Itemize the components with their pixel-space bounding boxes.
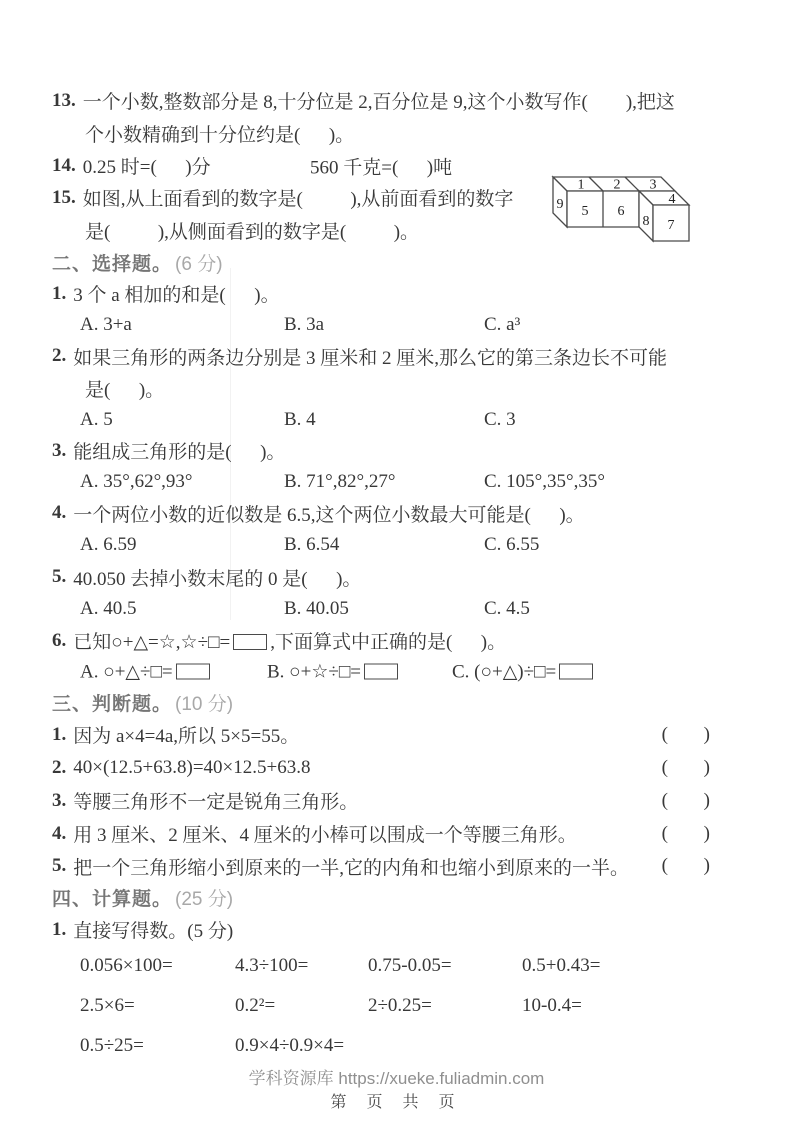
mc-question-4-stem xyxy=(52,497,752,529)
mc-option-b: B. 4 xyxy=(284,408,316,430)
section-score: (6 分) xyxy=(175,254,223,275)
question-number: 1. xyxy=(52,282,67,304)
mc-question-3-stem xyxy=(52,435,752,466)
mc-option-c: C. 4.5 xyxy=(484,598,530,619)
mc-option-a xyxy=(80,660,213,683)
question-number: 6. xyxy=(52,629,67,651)
section-calculation-heading xyxy=(52,882,752,913)
calc-expression: 10-0.4= xyxy=(522,995,582,1016)
question-text: 一个两位小数的近似数是 6.5,这个两位小数最大可能是( )。 xyxy=(73,504,585,526)
option-text: A. ○+△÷□= xyxy=(80,661,173,682)
mc-option-c: C. 3 xyxy=(484,408,516,430)
mc-question-5-stem xyxy=(52,561,752,593)
question-text: 是( )。 xyxy=(85,379,165,401)
mc-question-2-stem-1 xyxy=(52,340,752,372)
calc-expression: 2÷0.25= xyxy=(368,995,432,1016)
question-text-post: ,下面算式中正确的是( )。 xyxy=(270,632,507,653)
mc-option-c: C. 105°,35°,35° xyxy=(484,470,605,492)
question-number: 2. xyxy=(52,345,67,366)
calc-row-3 xyxy=(52,1026,752,1066)
cube-face-label: 6 xyxy=(617,204,625,219)
question-text: 个小数精确到十分位约是( )。 xyxy=(85,125,355,146)
mc-option-a: A. 6.59 xyxy=(80,534,137,555)
answer-brackets: ( ) xyxy=(661,822,712,844)
question-text: 能组成三角形的是( )。 xyxy=(73,442,286,463)
answer-brackets: ( ) xyxy=(661,855,712,876)
cube-face-label: 2 xyxy=(613,177,621,193)
option-text: B. ○+☆÷□= xyxy=(267,661,362,682)
question-text: 是( ),从侧面看到的数字是( )。 xyxy=(85,222,420,243)
question-text-pre: 已知○+△=☆,☆÷□= xyxy=(73,632,231,653)
question-text: 560 千克=( )吨 xyxy=(310,157,453,178)
question-text: 40×(12.5+63.8)=40×12.5+63.8 xyxy=(73,756,311,778)
mc-question-1-options xyxy=(52,309,752,340)
calc-expression: 4.3÷100= xyxy=(235,955,309,976)
cube-face-label: 4 xyxy=(668,192,676,207)
mc-question-2-stem-2 xyxy=(52,372,752,404)
calc-expression: 0.5÷25= xyxy=(80,1035,144,1056)
mc-option-b: B. 40.05 xyxy=(284,598,349,619)
mc-question-6-stem xyxy=(52,625,752,656)
question-text: 一个小数,整数部分是 8,十分位是 2,百分位是 9,这个小数写作( ),把这 xyxy=(82,92,675,113)
calc-expression: 2.5×6= xyxy=(80,995,135,1016)
cube-face-label: 5 xyxy=(581,204,589,219)
question-13-line-1 xyxy=(52,84,752,117)
judgment-item-1 xyxy=(52,718,752,751)
question-text: 如图,从上面看到的数字是( ),从前面看到的数字 xyxy=(82,189,514,210)
question-text: 直接写得数。(5 分) xyxy=(73,921,234,942)
section-score: (10 分) xyxy=(175,694,234,715)
judgment-item-3 xyxy=(52,784,752,817)
mc-option-a: A. 3+a xyxy=(80,313,132,335)
calc-expression: 0.9×4÷0.9×4= xyxy=(235,1035,345,1056)
mc-question-1-stem xyxy=(52,278,752,309)
calc-expression: 0.75-0.05= xyxy=(368,955,452,976)
mc-option-b: B. 71°,82°,27° xyxy=(284,470,396,492)
question-13-line-2 xyxy=(52,117,752,150)
cube-face-label: 3 xyxy=(649,177,657,193)
rectangle-blank xyxy=(559,663,593,679)
question-number: 14. xyxy=(52,154,76,176)
answer-brackets: ( ) xyxy=(661,789,712,811)
mc-question-5-options xyxy=(52,593,752,625)
judgment-item-4 xyxy=(52,817,752,850)
answer-brackets: ( ) xyxy=(661,723,712,745)
calc-expression: 0.5+0.43= xyxy=(522,955,601,976)
question-text: 等腰三角形不一定是锐角三角形。 xyxy=(73,792,359,813)
question-number: 1. xyxy=(52,723,67,745)
question-number: 3. xyxy=(52,789,67,811)
section-judgment-heading xyxy=(52,687,752,718)
question-text: 3 个 a 相加的和是( )。 xyxy=(73,285,280,306)
cube-face-label: 8 xyxy=(642,214,650,229)
answer-brackets: ( ) xyxy=(661,756,712,778)
mc-question-2-options xyxy=(52,404,752,435)
cube-face-label: 7 xyxy=(667,218,675,233)
footer-watermark: 学科资源库 https://xueke.fuliadmin.com xyxy=(248,1069,545,1088)
mc-option-b xyxy=(267,660,401,683)
question-number: 5. xyxy=(52,855,67,876)
calc-row-1 xyxy=(52,946,752,986)
mc-option-c xyxy=(452,660,596,683)
judgment-item-2 xyxy=(52,751,752,784)
mc-question-4-options xyxy=(52,529,752,561)
question-text: 0.25 时=( )分 xyxy=(82,157,211,178)
section-choice-heading xyxy=(52,247,752,278)
mc-question-6-options xyxy=(52,656,752,687)
calc-expression: 0.2²= xyxy=(235,995,276,1016)
footer-page-indicator: 第 页 共 页 xyxy=(330,1094,463,1111)
question-number: 1. xyxy=(52,918,67,940)
question-number: 5. xyxy=(52,566,67,587)
question-number: 4. xyxy=(52,822,67,844)
question-number: 15. xyxy=(52,186,76,208)
question-text xyxy=(73,627,506,654)
section-title: 二、选择题。 xyxy=(52,254,173,275)
calc-subheading xyxy=(52,913,752,946)
mc-question-3-options xyxy=(52,466,752,497)
mc-option-a: A. 40.5 xyxy=(80,598,137,619)
option-text: C. (○+△)÷□= xyxy=(452,661,557,682)
section-title: 三、判断题。 xyxy=(52,694,173,715)
question-number: 2. xyxy=(52,756,67,778)
mc-option-b: B. 6.54 xyxy=(284,534,340,555)
calc-row-2 xyxy=(52,986,752,1026)
cube-face-label: 1 xyxy=(577,177,585,193)
mc-option-b: B. 3a xyxy=(284,313,325,335)
mc-option-c: C. a³ xyxy=(484,313,521,335)
rectangle-blank xyxy=(233,634,267,650)
rectangle-blank xyxy=(176,663,210,679)
question-number: 13. xyxy=(52,89,76,111)
calc-expression: 0.056×100= xyxy=(80,955,173,976)
mc-option-c: C. 6.55 xyxy=(484,534,540,555)
mc-option-a: A. 35°,62°,93° xyxy=(80,470,193,492)
mc-option-a: A. 5 xyxy=(80,408,113,430)
question-text: 用 3 厘米、2 厘米、4 厘米的小棒可以围成一个等腰三角形。 xyxy=(73,825,577,846)
question-number: 3. xyxy=(52,439,67,461)
section-title: 四、计算题。 xyxy=(52,889,173,910)
question-text: 把一个三角形缩小到原来的一半,它的内角和也缩小到原来的一半。 xyxy=(73,857,630,879)
question-number: 4. xyxy=(52,502,67,523)
judgment-item-5 xyxy=(52,850,752,882)
question-text: 如果三角形的两条边分别是 3 厘米和 2 厘米,那么它的第三条边长不可能 xyxy=(73,347,668,369)
cube-face-label: 9 xyxy=(556,197,564,212)
cube-figure xyxy=(549,175,697,249)
section-score: (25 分) xyxy=(175,889,234,910)
question-text: 40.050 去掉小数末尾的 0 是( )。 xyxy=(73,568,362,590)
rectangle-blank xyxy=(364,663,398,679)
question-text: 因为 a×4=4a,所以 5×5=55。 xyxy=(73,726,300,747)
